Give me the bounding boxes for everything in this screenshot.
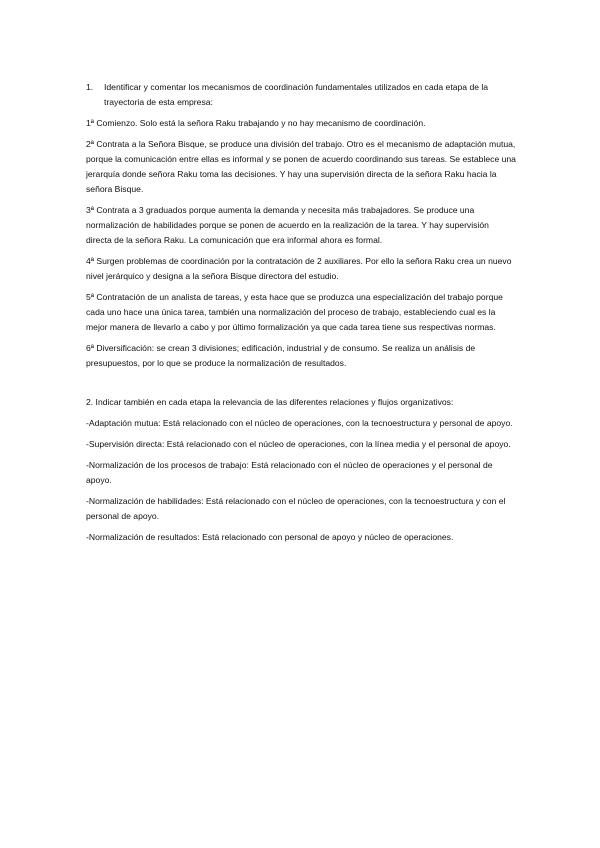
question-1-number: 1. bbox=[86, 82, 94, 92]
stage-paragraph-2: 2ª Contrata a la Señora Bisque, se produce una división del trabajo. Otro es el mecanismo de adaptación mutua, porque la comunicación entre ellas es informal y se ponen de acuerdo coordinando sus tareas. Se establece una jerarquía donde señora Raku toma las decisiones. Y hay una supervisión directa de la señora Raku hacia la señora Bisque. bbox=[86, 139, 516, 194]
relation-paragraph-1: -Adaptación mutua: Está relacionado con el núcleo de operaciones, con la tecnoestructura y personal de apoyo. bbox=[86, 418, 513, 428]
question-1-text: Identificar y comentar los mecanismos de coordinación fundamentales utilizados en cada etapa de la trayectoria de esta empresa: bbox=[104, 82, 489, 107]
relation-paragraph-5: -Normalización de resultados: Está relacionado con personal de apoyo y núcleo de operaciones. bbox=[86, 532, 454, 542]
stage-paragraph-5: 5ª Contratación de un analista de tareas, y esta hace que se produzca una especialización del trabajo porque cada uno hace una única tarea, también una normalización del proceso de trabajo, estableciendo cual es la mejor manera de llevarlo a cabo y por último formalización ya que cada tarea tiene sus respectivas normas. bbox=[86, 292, 503, 332]
stage-paragraph-4: 4ª Surgen problemas de coordinación por la contratación de 2 auxiliares. Por ello la señora Raku crea un nuevo nivel jerárquico y designa a la señora Bisque directora del estudio. bbox=[86, 256, 512, 281]
relation-paragraph-4: -Normalización de habilidades: Está relacionado con el núcleo de operaciones, con la tecnoestructura y con el personal de apoyo. bbox=[86, 496, 506, 521]
document-body bbox=[86, 80, 516, 551]
question-1 bbox=[86, 80, 516, 110]
stage-paragraph-6: 6ª Diversificación: se crean 3 divisiones; edificación, industrial y de consumo. Se realiza un análisis de presupuestos, por lo que se produce la normalización de resultados. bbox=[86, 343, 476, 368]
relation-paragraph-2: -Supervisión directa: Está relacionado con el núcleo de operaciones, con la línea media y el personal de apoyo. bbox=[86, 439, 511, 449]
section-spacer bbox=[86, 377, 516, 395]
stage-paragraph-1: 1ª Comienzo. Solo está la señora Raku trabajando y no hay mecanismo de coordinación. bbox=[86, 118, 426, 128]
question-2-text: 2. Indicar también en cada etapa la relevancia de las diferentes relaciones y flujos organizativos: bbox=[86, 397, 454, 407]
stage-paragraph-3: 3ª Contrata a 3 graduados porque aumenta la demanda y necesita más trabajadores. Se produce una normalización de habilidades porque se ponen de acuerdo en la realización de la tarea. Y hay supervisión directa de la señora Raku. La comunicación que era informal ahora es formal. bbox=[86, 205, 489, 245]
relation-paragraph-3: -Normalización de los procesos de trabajo: Está relacionado con el núcleo de operaciones y el personal de apoyo. bbox=[86, 460, 493, 485]
